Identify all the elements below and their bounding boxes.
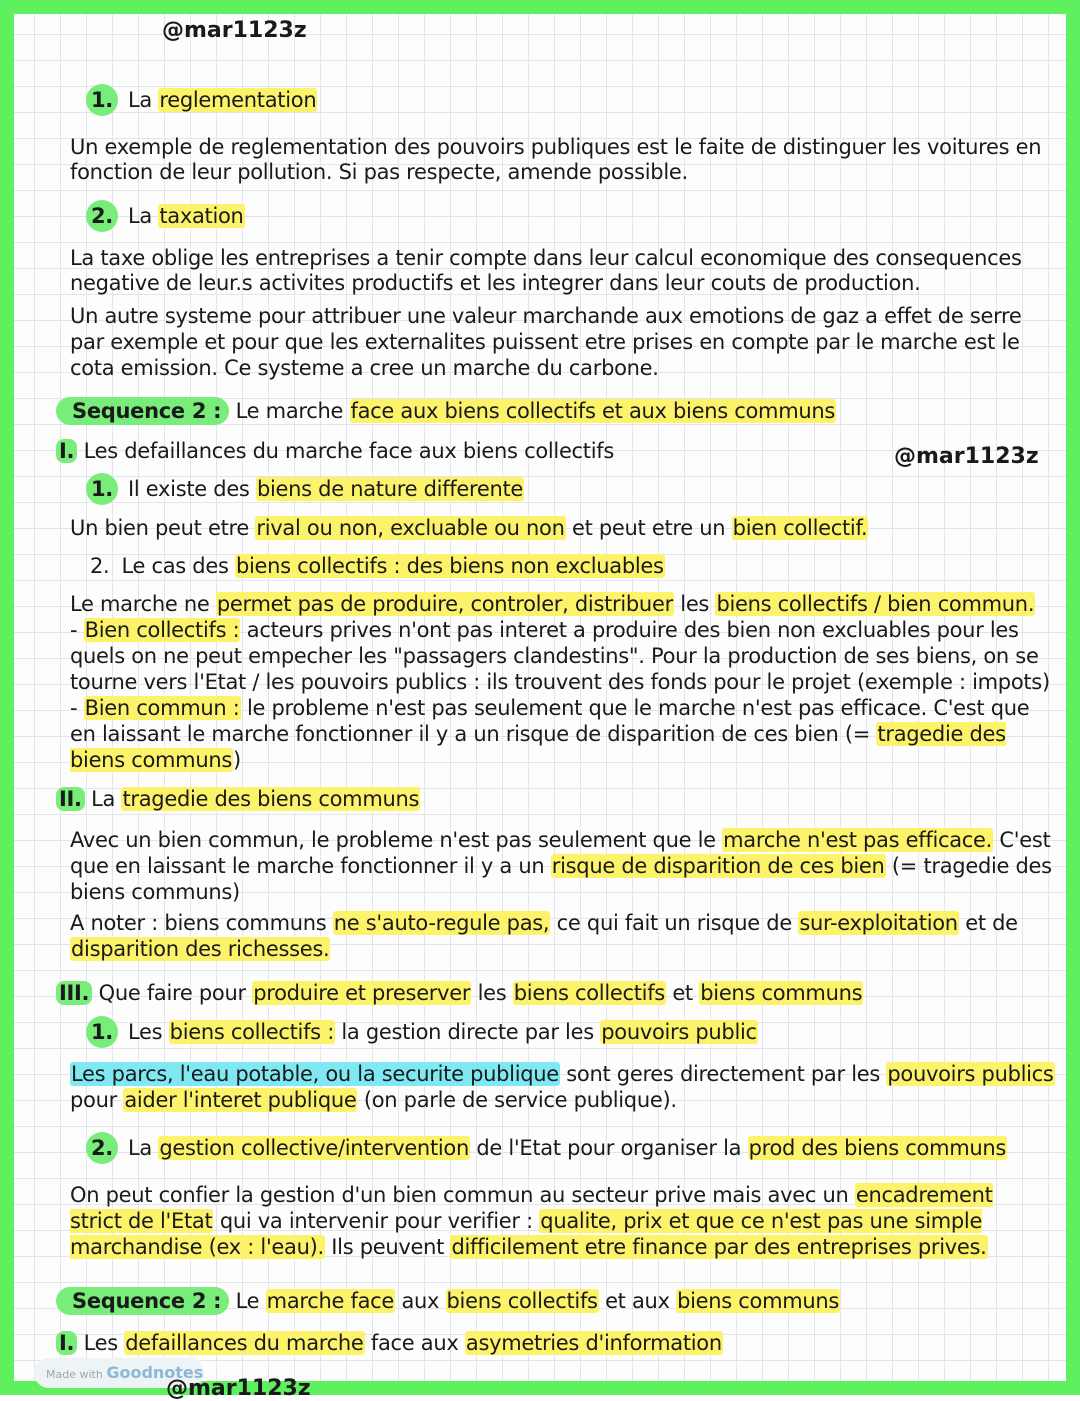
paragraph-taxation-l4: par exemple et pour que les externalites puissent etre prises en compte par le marche est le [70, 330, 1020, 354]
sequence-heading: Sequence 2 : Le marche face aux biens collectifs et aux biens communs [56, 398, 836, 424]
number-badge: 1. [86, 84, 118, 116]
section-heading-I: I. Les defaillances du marche face aux biens collectifs [56, 438, 614, 464]
author-handle-middle: @mar1123z [894, 444, 1039, 469]
paragraph-services-publics: Les parcs, l'eau potable, ou la securite publique sont geres directement par les pouvoirs publics pour aider l'interet publique (on parle de service publique). [70, 1062, 1054, 1112]
paragraph-taxation-l2: negative de leur.s activites productifs et les integrer dans leur couts de production. [70, 271, 921, 295]
author-handle-top: @mar1123z [162, 18, 307, 43]
paragraph-a-noter: A noter : biens communs ne s'auto-regule pas, ce qui fait un risque de sur-exploitation et de disparition des richesses. [70, 911, 1018, 961]
subheading-reglementation: 1. La reglementation [86, 84, 317, 116]
subheading-gestion-directe: 1. Les biens collectifs : la gestion directe par les pouvoirs public [86, 1016, 758, 1048]
paragraph-reglementation-l1: Un exemple de reglementation des pouvoirs publiques est le faite de distinguer les voitures en [70, 135, 1042, 159]
paragraph-secteur-prive: On peut confier la gestion d'un bien commun au secteur prive mais avec un encadrement strict de l'Etat qui va intervenir pour verifier : qualite, prix et que ce n'est pas une simple marchandise (ex : l'eau). Ils peuvent difficilement etre finance par des entreprises prives. [70, 1183, 993, 1259]
goodnotes-watermark: Made with Goodnotes [34, 1358, 204, 1388]
paragraph-taxation-l3: Un autre systeme pour attribuer une valeur marchande aux emotions de gaz a effet de serre [70, 304, 1022, 328]
sequence-heading-2: Sequence 2 : Le marche face aux biens collectifs et aux biens communs [56, 1288, 840, 1314]
number-badge: 2. [86, 200, 118, 232]
paragraph-taxation-l1: La taxe oblige les entreprises a tenir compte dans leur calcul economique des consequences [70, 246, 1022, 270]
paragraph-reglementation-l2: fonction de leur pollution. Si pas respecte, amende possible. [70, 160, 688, 184]
subheading-gestion-collective: 2. La gestion collective/intervention de l'Etat pour organiser la prod des biens communs [86, 1132, 1007, 1164]
subheading-biens-nature: 1. Il existe des biens de nature differente [86, 473, 524, 505]
section-heading-I-asymetries: I. Les defaillances du marche face aux asymetries d'information [56, 1330, 723, 1356]
subheading-taxation: 2. La taxation [86, 200, 245, 232]
number-badge: 2. [86, 1132, 118, 1164]
section-heading-III: III. Que faire pour produire et preserver les biens collectifs et biens communs [56, 980, 863, 1006]
number-badge: 1. [86, 1016, 118, 1048]
paragraph-bien-rival: Un bien peut etre rival ou non, excluable ou non et peut etre un bien collectif. [70, 516, 868, 540]
author-handle-bottom: @mar1123z [166, 1376, 311, 1401]
paragraph-taxation-l5: cota emission. Ce systeme a cree un marche du carbone. [70, 356, 659, 380]
subheading-biens-collectifs: 2. Le cas des biens collectifs : des biens non excluables [90, 554, 664, 578]
number-badge: 1. [86, 473, 118, 505]
paragraph-tragedie: Avec un bien commun, le probleme n'est pas seulement que le marche n'est pas efficace. C'est que en laissant le marche fonctionner il y a un risque de disparition de ces bien (= tragedie des biens communs) [70, 828, 1052, 904]
paragraph-marche-biens-collectifs: Le marche ne permet pas de produire, controler, distribuer les biens collectifs / bien commun. - Bien collectifs : acteurs prives n'ont pas interet a produire des bien non excluables pour les quels on ne peut empecher les "passagers clandestins". Pour la production de ses biens, on se tourne vers l'Etat / les pouvoirs publics : ils trouvent des fonds pour le projet (exemple : impots) - Bien commun : le probleme n'est pas seulement que le marche n'est pas efficace. C'est que en laissant le marche fonctionner il y a un risque de disparition de ces bien (= tragedie des biens communs) [70, 592, 1050, 772]
section-heading-II: II. La tragedie des biens communs [56, 786, 420, 812]
